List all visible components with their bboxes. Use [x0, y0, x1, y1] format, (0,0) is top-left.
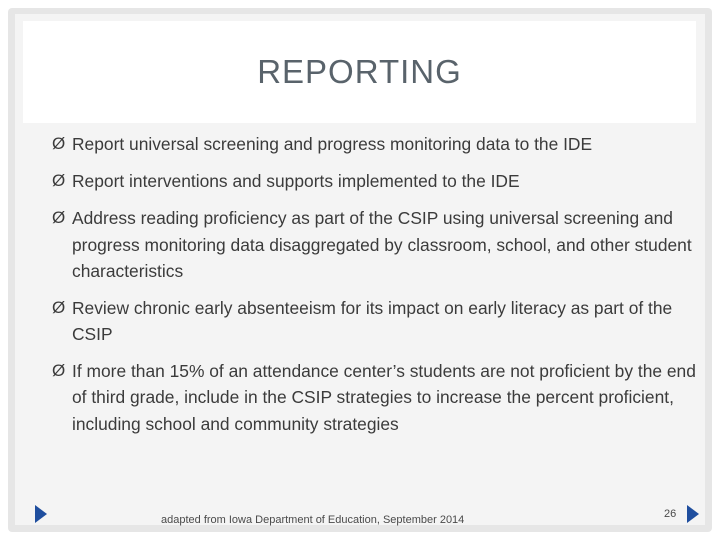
bullet-item	[52, 295, 712, 348]
bullet-item	[52, 205, 712, 285]
bullet-text: Report universal screening and progress monitoring data to the IDE	[72, 134, 593, 154]
bullet-item	[52, 131, 712, 158]
footer-source: adapted from Iowa Department of Education, September 2014	[161, 514, 465, 526]
bullet-text: Address reading proficiency as part of the CSIP using universal screening and progress monitoring data disaggregated by classroom, school, and other student characteristics	[72, 208, 692, 281]
next-slide-arrow-icon[interactable]	[687, 505, 699, 523]
bullet-text: Review chronic early absenteeism for its impact on early literacy as part of the CSIP	[72, 297, 673, 344]
page-number: 26	[664, 508, 677, 520]
bullet-item	[52, 168, 712, 195]
arrow-bullet-icon: Ø	[52, 170, 66, 190]
arrow-bullet-icon: Ø	[52, 360, 66, 380]
bullet-text: Report interventions and supports implemented to the IDE	[72, 170, 520, 191]
previous-slide-arrow-icon[interactable]	[35, 505, 47, 523]
arrow-bullet-icon: Ø	[52, 297, 66, 317]
bullet-item	[52, 358, 712, 438]
arrow-bullet-icon: Ø	[52, 208, 66, 227]
slide-title: REPORTING	[257, 53, 462, 90]
arrow-bullet-icon: Ø	[52, 134, 66, 153]
title-box	[23, 21, 696, 123]
bullet-text: If more than 15% of an attendance center’s students are not proficient by the end of third grade, include in the CSIP strategies to increase the percent proficient, including school and community strategies	[72, 360, 696, 434]
bullet-list	[52, 131, 712, 437]
